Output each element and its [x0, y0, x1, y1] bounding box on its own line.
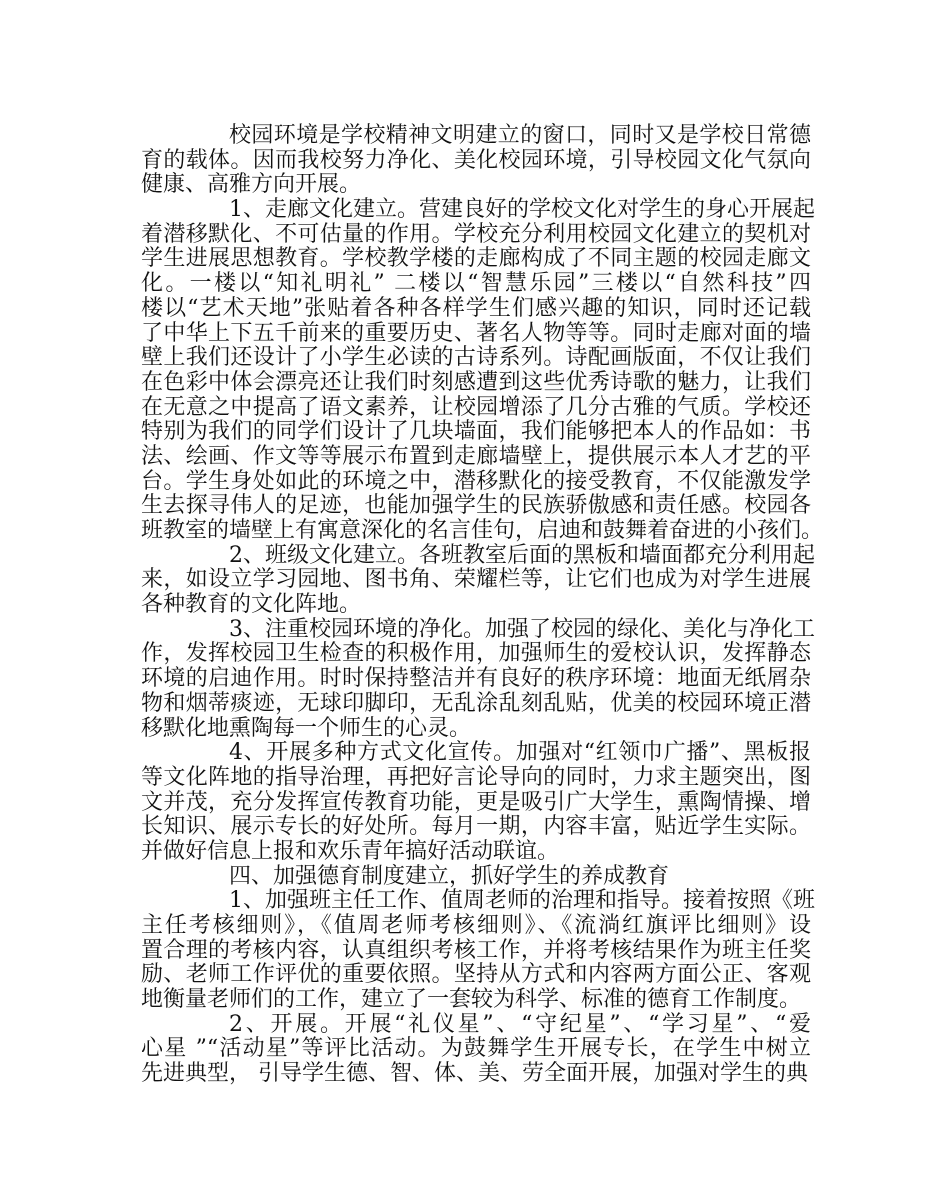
text-line: 长知识、展示专长的好处所。每月一期，内容丰富，贴近学生实际。 [141, 814, 811, 840]
paragraph [141, 197, 824, 544]
paragraph [141, 865, 811, 890]
text-line: 特别为我们的同学们设计了几块墙面，我们能够把本人的作品如：书 [141, 419, 811, 445]
text-line: 在无意之中提高了语文素养，让校园增添了几分古雅的气质。学校还 [141, 394, 811, 420]
text-line: 作，发挥校园卫生检查的积极作用，加强师生的爱校认识，发挥静态 [141, 641, 811, 667]
paragraph [141, 542, 815, 618]
text-line: 物和烟蒂痰迹，无球印脚印，无乱涂乱刻乱贴，优美的校园环境正潜 [141, 690, 811, 716]
text-line: 环境的启迪作用。时时保持整洁并有良好的秩序环境：地面无纸屑杂 [141, 666, 811, 692]
text-line: 来，如设立学习园地、图书角、荣耀栏等，让它们也成为对学生进展 [141, 567, 811, 593]
text-line: 心星 ”“活动星”等评比活动。为鼓舞学生开展专长，在学生中树立 [141, 1036, 811, 1062]
text-line: 各种教育的文化阵地。 [141, 592, 362, 618]
text-line: 班教室的墙壁上有寓意深化的名言佳句，启迪和鼓舞着奋进的小孩们。 [141, 518, 824, 543]
paragraph [141, 124, 811, 198]
text-line: 台。学生身处如此的环境之中，潜移默化的接受教育，不仅能激发学 [141, 468, 811, 494]
text-line: 移默化地熏陶每一个师生的心灵。 [141, 715, 472, 741]
text-line: 等文化阵地的指导治理，再把好言论导向的同时，力求主题突出，图 [141, 764, 811, 790]
text-line: 置合理的考核内容，认真组织考核工作，并将考核结果作为班主任奖 [141, 937, 811, 963]
text-line: 化。一楼以“知礼明礼” 二楼以“智慧乐园”三楼以“自然科技”四 [141, 271, 811, 297]
text-line: 文并茂，充分发挥宣传教育功能，更是吸引广大学生，熏陶情操、增 [141, 789, 811, 815]
text-line: 主任考核细则》，《值周老师考核细则》、《流淌红旗评比细则》设 [141, 913, 811, 938]
document-page [141, 123, 824, 1087]
text-line: 并做好信息上报和欢乐青年搞好活动联谊。 [141, 838, 560, 864]
paragraph [141, 1013, 811, 1087]
paragraph [141, 888, 815, 1013]
text-line: 校园环境是学校精神文明建立的窗口，同时又是学校日常德 [229, 123, 811, 148]
text-line: 着潜移默化、不可估量的作用。学校充分利用校园文化建立的契机对 [141, 221, 811, 247]
text-line: 先进典型， 引导学生德、智、体、美、劳全面开展，加强对学生的典 [141, 1061, 808, 1087]
text-line: 生去探寻伟人的足迹，也能加强学生的民族骄傲感和责任感。校园各 [141, 493, 811, 519]
text-line: 4、开展多种方式文化宣传。加强对“红领巾广播”、黑板报 [229, 740, 811, 766]
text-line: 育的载体。因而我校努力净化、美化校园环境，引导校园文化气氛向 [141, 147, 811, 173]
paragraph [141, 616, 815, 741]
text-line: 在色彩中体会漂亮还让我们时刻感遭到这些优秀诗歌的魅力，让我们 [141, 369, 811, 395]
text-line: 地衡量老师们的工作，建立了一套较为科学、标准的德育工作制度。 [141, 987, 802, 1013]
paragraph [141, 741, 811, 864]
text-line: 励、老师工作评优的重要依照。坚持从方式和内容两方面公正、客观 [141, 962, 811, 988]
text-line: 1、走廊文化建立。营建良好的学校文化对学生的身心开展起 [229, 197, 815, 223]
text-line: 了中华上下五千前来的重要历史、著名人物等等。同时走廊对面的墙 [141, 320, 811, 346]
text-line: 2、开展。开展“礼仪星”、“守纪星”、“学习星”、“爱 [229, 1011, 811, 1037]
text-line: 楼以“艺术天地”张贴着各种各样学生们感兴趣的知识，同时还记载 [141, 295, 811, 321]
text-line: 3、注重校园环境的净化。加强了校园的绿化、美化与净化工 [229, 616, 815, 642]
text-line: 1、加强班主任工作、值周老师的治理和指导。接着按照《班 [229, 888, 815, 914]
text-line: 壁上我们还设计了小学生必读的古诗系列。诗配画版面，不仅让我们 [141, 345, 811, 371]
text-line: 2、班级文化建立。各班教室后面的黑板和墙面都充分利用起 [229, 542, 815, 568]
text-line: 四、加强德育制度建立，抓好学生的养成教育 [229, 863, 670, 889]
text-line: 健康、高雅方向开展。 [141, 172, 362, 198]
text-line: 学生进展思想教育。学校教学楼的走廊构成了不同主题的校园走廊文 [141, 246, 811, 272]
text-line: 法、绘画、作文等等展示布置到走廊墙壁上，提供展示本人才艺的平 [141, 443, 811, 469]
